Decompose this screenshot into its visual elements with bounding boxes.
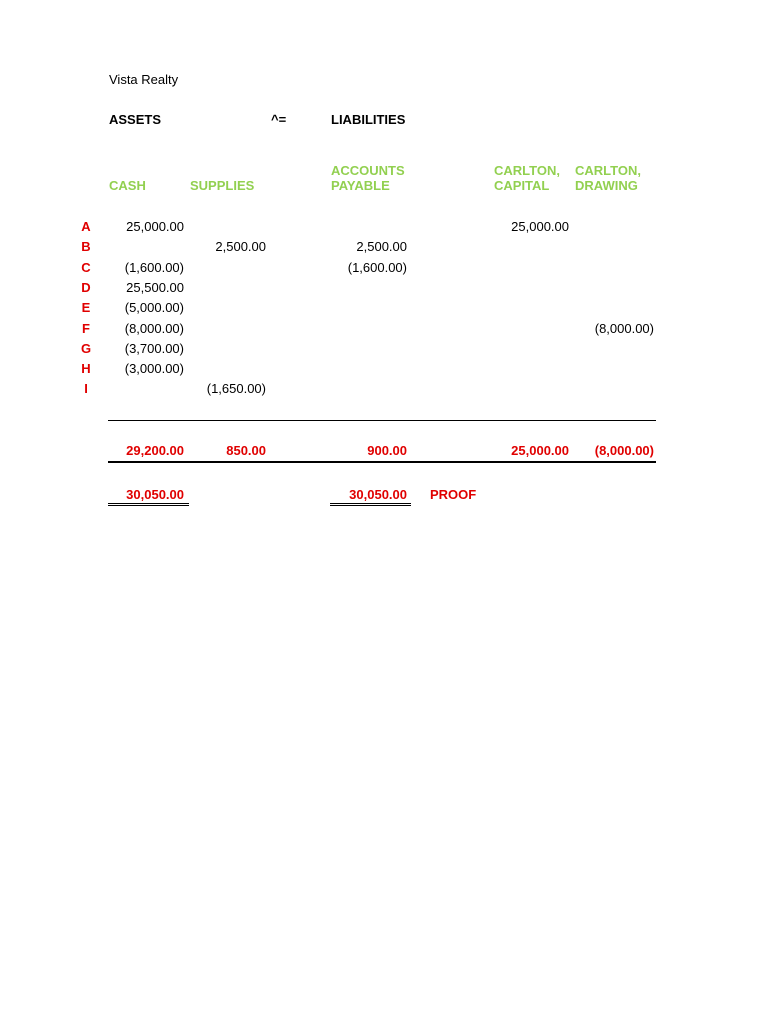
assets-heading: ASSETS: [109, 112, 162, 127]
proof-label: PROOF: [430, 487, 477, 502]
cell-ap: 2,500.00: [356, 239, 407, 254]
row-label: E: [81, 300, 91, 315]
proof-liabilities-double-rule: [330, 503, 411, 506]
separator-rule: [108, 420, 656, 421]
total-ap: 900.00: [367, 443, 407, 458]
cell-supplies: (1,650.00): [206, 381, 266, 396]
row-label: C: [81, 260, 91, 275]
total-capital: 25,000.00: [511, 443, 569, 458]
header-cash: CASH: [109, 178, 146, 193]
equals-sign: ^=: [271, 112, 287, 127]
row-label: F: [82, 321, 90, 336]
header-drawing-line2: DRAWING: [575, 178, 638, 193]
proof-assets-double-rule: [108, 503, 189, 506]
liabilities-heading: LIABILITIES: [331, 112, 406, 127]
header-capital-line2: CAPITAL: [494, 178, 550, 193]
row-label: A: [81, 219, 91, 234]
row-label: B: [81, 239, 91, 254]
header-drawing-line1: CARLTON,: [575, 163, 641, 178]
cell-capital: 25,000.00: [511, 219, 569, 234]
row-label: H: [81, 361, 91, 376]
total-supplies: 850.00: [226, 443, 266, 458]
header-ap-line1: ACCOUNTS: [331, 163, 405, 178]
cell-drawing: (8,000.00): [594, 321, 654, 336]
cell-cash: 25,000.00: [126, 219, 184, 234]
header-supplies: SUPPLIES: [190, 178, 255, 193]
cell-cash: (5,000.00): [124, 300, 184, 315]
cell-ap: (1,600.00): [347, 260, 407, 275]
row-label: D: [81, 280, 91, 295]
row-label: G: [80, 341, 92, 356]
cell-cash: (8,000.00): [124, 321, 184, 336]
total-cash: 29,200.00: [126, 443, 184, 458]
total-drawing: (8,000.00): [594, 443, 654, 458]
totals-underline: [108, 461, 656, 463]
proof-liabilities-total: 30,050.00: [349, 487, 407, 502]
row-label: I: [84, 381, 88, 396]
cell-cash: (3,700.00): [124, 341, 184, 356]
header-ap-line2: PAYABLE: [331, 178, 390, 193]
cell-cash: (3,000.00): [124, 361, 184, 376]
company-name: Vista Realty: [109, 72, 179, 87]
header-capital-line1: CARLTON,: [494, 163, 560, 178]
cell-cash: 25,500.00: [126, 280, 184, 295]
proof-assets-total: 30,050.00: [126, 487, 184, 502]
cell-cash: (1,600.00): [124, 260, 184, 275]
cell-supplies: 2,500.00: [215, 239, 266, 254]
